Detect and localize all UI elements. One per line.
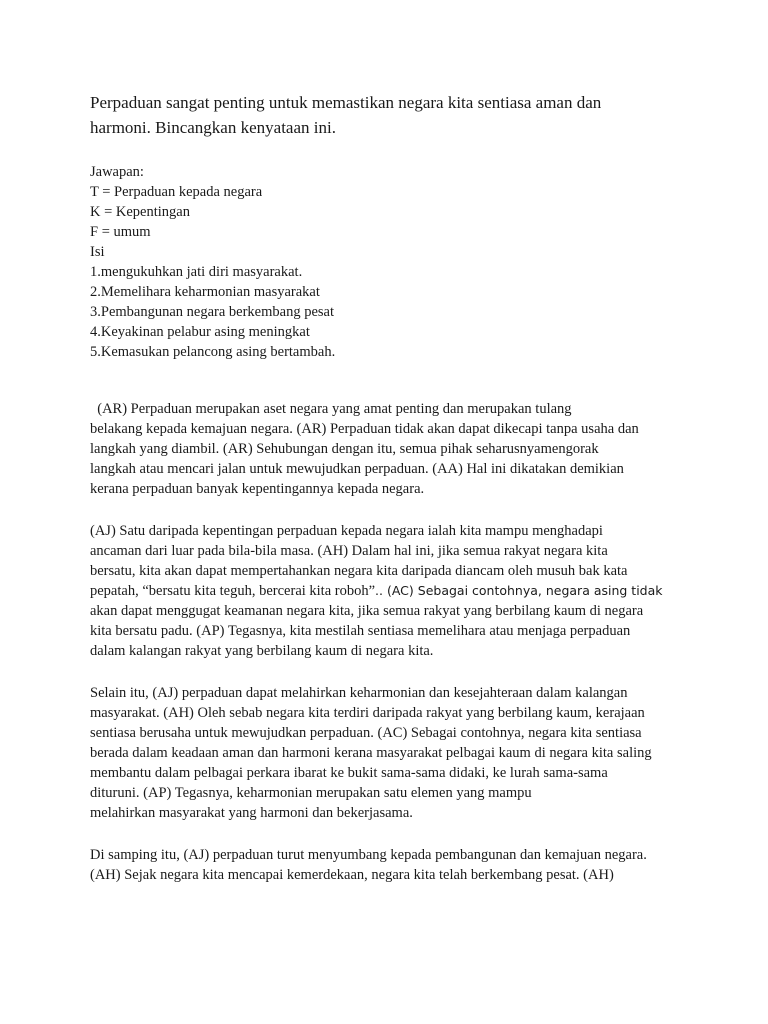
body-paragraph-3: [90, 845, 682, 885]
essay-question: [90, 90, 650, 140]
paragraph-line: (AR) Perpaduan merupakan aset negara yang amat penting dan merupakan tulang: [90, 401, 572, 417]
outline-heading: Isi: [90, 244, 105, 260]
paragraph-line: akan dapat menggugat keamanan negara kita, jika semua rakyat yang berbilang kaum di negara: [90, 603, 644, 619]
paragraph-line: kita bersatu padu. (AP) Tegasnya, kita mestilah sentiasa memelihara atau menjaga perpaduan: [90, 623, 631, 639]
paragraph-line: ancaman dari luar pada bila-bila masa. (AH) Dalam hal ini, jika semua rakyat negara kita: [90, 543, 608, 559]
paragraph-line: Di samping itu, (AJ) perpaduan turut menyumbang kepada pembangunan dan kemajuan negara.: [90, 847, 647, 863]
outline-item: F = umum: [90, 224, 151, 240]
paragraph-line: (AH) Sejak negara kita mencapai kemerdekaan, negara kita telah berkembang pesat. (AH): [90, 867, 614, 883]
outline-item: K = Kepentingan: [90, 204, 190, 220]
paragraph-line: masyarakat. (AH) Oleh sebab negara kita terdiri daripada rakyat yang berbilang kaum, kerajaan: [90, 705, 645, 721]
paragraph-line: (AJ) Satu daripada kepentingan perpaduan kepada negara ialah kita mampu menghadapi: [90, 523, 603, 539]
outline-point: 5.Kemasukan pelancong asing bertambah.: [90, 344, 336, 360]
outline-point: 1.mengukuhkan jati diri masyarakat.: [90, 264, 303, 280]
paragraph-line: langkah yang diambil. (AR) Sehubungan dengan itu, semua pihak seharusnyamengorak: [90, 441, 599, 457]
paragraph-line: membantu dalam pelbagai perkara ibarat ke bukit sama-sama didaki, ke lurah sama-sama: [90, 765, 608, 781]
question-line: Perpaduan sangat penting untuk memastikan negara kita sentiasa aman dan: [90, 93, 602, 112]
example-text: .. (AC) Sebagai contohnya, negara asing tidak: [375, 583, 663, 598]
document-page: [90, 90, 682, 885]
outline-point: 3.Pembangunan negara berkembang pesat: [90, 304, 334, 320]
paragraph-line: kerana perpaduan banyak kepentingannya kepada negara.: [90, 481, 425, 497]
answer-outline: [90, 162, 682, 362]
intro-paragraph: [90, 399, 682, 499]
paragraph-line: dituruni. (AP) Tegasnya, keharmonian merupakan satu elemen yang mampu: [90, 785, 532, 801]
body-paragraph-1: [90, 521, 682, 661]
paragraph-line: belakang kepada kemajuan negara. (AR) Perpaduan tidak akan dapat dikecapi tanpa usaha dan: [90, 421, 639, 437]
answer-label: Jawapan:: [90, 164, 144, 180]
paragraph-line: berada dalam keadaan aman dan harmoni kerana masyarakat pelbagai kaum di negara kita saling: [90, 745, 652, 761]
outline-item: T = Perpaduan kepada negara: [90, 184, 263, 200]
paragraph-line: [90, 581, 682, 601]
paragraph-line: bersatu, kita akan dapat mempertahankan negara kita daripada diancam oleh musuh bak kata: [90, 563, 628, 579]
proverb-text: pepatah, “bersatu kita teguh, bercerai kita roboh”: [90, 583, 376, 599]
question-line: harmoni. Bincangkan kenyataan ini.: [90, 118, 336, 137]
paragraph-line: melahirkan masyarakat yang harmoni dan bekerjasama.: [90, 805, 413, 821]
outline-point: 4.Keyakinan pelabur asing meningkat: [90, 324, 310, 340]
paragraph-line: sentiasa berusaha untuk mewujudkan perpaduan. (AC) Sebagai contohnya, negara kita sentiasa: [90, 725, 642, 741]
paragraph-line: langkah atau mencari jalan untuk mewujudkan perpaduan. (AA) Hal ini dikatakan demikian: [90, 461, 624, 477]
paragraph-line: dalam kalangan rakyat yang berbilang kaum di negara kita.: [90, 643, 434, 659]
paragraph-line: Selain itu, (AJ) perpaduan dapat melahirkan keharmonian dan kesejahteraan dalam kalangan: [90, 685, 628, 701]
outline-point: 2.Memelihara keharmonian masyarakat: [90, 284, 320, 300]
body-paragraph-2: [90, 683, 682, 823]
